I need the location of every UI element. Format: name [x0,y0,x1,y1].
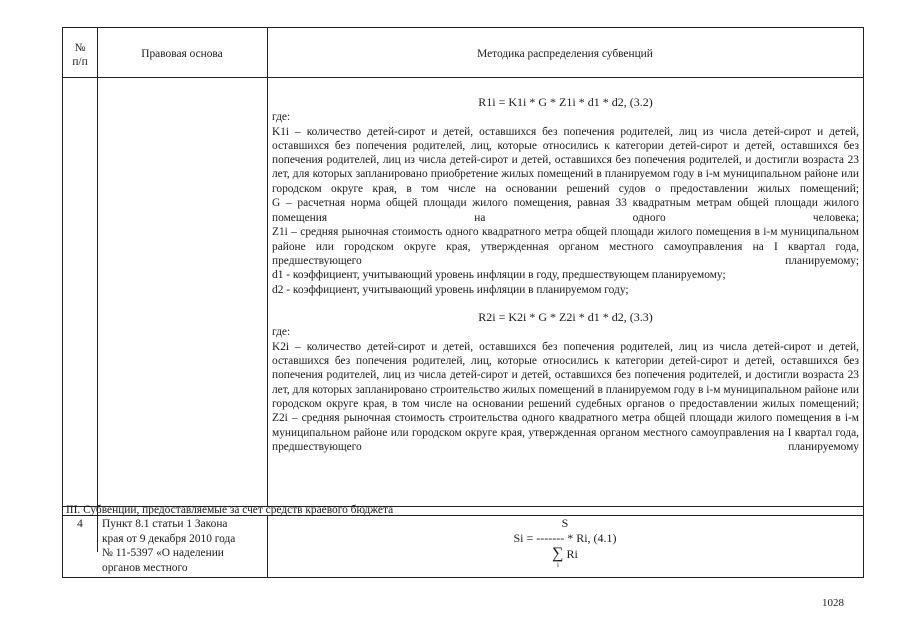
header-number-line1: № [74,42,86,54]
header-methodology: Методика распределения субвенций [477,48,653,60]
col-divider-2 [267,28,268,506]
formula-4-1-denominator [267,546,863,562]
formula-4-1-main: Si = ------- * Ri, (4.1) [513,531,617,545]
header-divider [63,77,863,78]
definition-k1i: K1i – количество детей-сирот и детей, оставшихся без попечения родителей, лиц из числа детей-сирот и детей, оставшихся без попечения родителей, лиц, которые относились к категории детей-сирот и детей, оставшихся без попечения родителей, лиц из числа детей-сирот и детей, оставшихся без попечения родителей, и достигли возраста 23 лет, для которых запланировано приобретение жилых помещений в планируемом году в i-м муниципальном районе или городском округе края, в том числе на основании решений судов о предоставлении жилых помещений; [272,125,859,195]
formula-3-2: R1i = K1i * G * Z1i * d1 * d2, (3.2) [478,95,653,109]
definition-k2i: K2i – количество детей-сирот и детей, оставшихся без попечения родителей, лиц из числа детей-сирот и детей, оставшихся без попечения родителей, лиц, которые относились к категории детей-сирот и детей, оставшихся без попечения родителей, лиц из числа детей-сирот и детей, оставшихся без попечения родителей, и достигли возраста 23 лет, для которых запланировано строительство жилых помещений в планируемом году в i-м муниципальном районе или городском округе края, в том числе на основании решений судебных органов о предоставлении жилых помещений; [272,340,859,410]
header-number [63,41,97,70]
page-number: 1028 [822,597,844,609]
definition-d1: d1 - коэффициент, учитывающий уровень инфляции в году, предшествующем планируемому; [272,269,726,282]
header-number-line2: п/п [72,56,88,69]
definition-z1i: Z1i – средняя рыночная стоимость одного квадратного метра общей площади жилого помещения в i-м муниципальном районе или городском округе края, утвержденная органом местного самоуправления на I квартал года, предшествующего планируемому; [272,226,859,267]
row4-number: 4 [77,518,83,530]
formula-4-1 [267,516,863,569]
definition-d2: d2 - коэффициент, учитывающий уровень инфляции в планируемом году; [272,283,629,296]
definition-g: G – расчетная норма общей площади жилого помещения, равная 33 квадратным метрам общей площади жилого помещения на одного человека; [272,197,859,224]
sum-denominator: Ri [566,547,578,561]
where-label-2: где: [272,326,291,339]
row4-basis-line: края от 9 декабря 2010 года [102,532,236,545]
sum-index: i [557,561,559,569]
formula-4-1-numerator: S [561,516,569,530]
header-legal-basis: Правовая основа [141,48,223,60]
row4-basis-line: органов местного [102,561,188,574]
definition-z2i: Z2i – средняя рыночная стоимость строительства одного квадратного метра общей площади жилого помещения в i-м муниципальном районе или городском округе края, утвержденная органом местного самоуправления на I квартал года, предшествующего планируемому [272,412,859,454]
col-divider-1-top [97,28,98,506]
formula-3-3: R2i = K2i * G * Z2i * d1 * d2, (3.3) [478,310,653,325]
where-label-1: где: [272,111,291,124]
row4-legal-basis [102,517,264,575]
row4-basis-line: Пункт 8.1 статьи 1 Закона [102,518,228,530]
row4-basis-line: № 11-5397 «О наделении [102,547,224,559]
methodology-table [62,27,864,578]
sum-symbol: ∑ [552,545,564,562]
methodology-content [272,95,859,469]
section-3-title: III. Субвенции, предоставляемые за счет средств краевого бюджета [66,504,394,516]
